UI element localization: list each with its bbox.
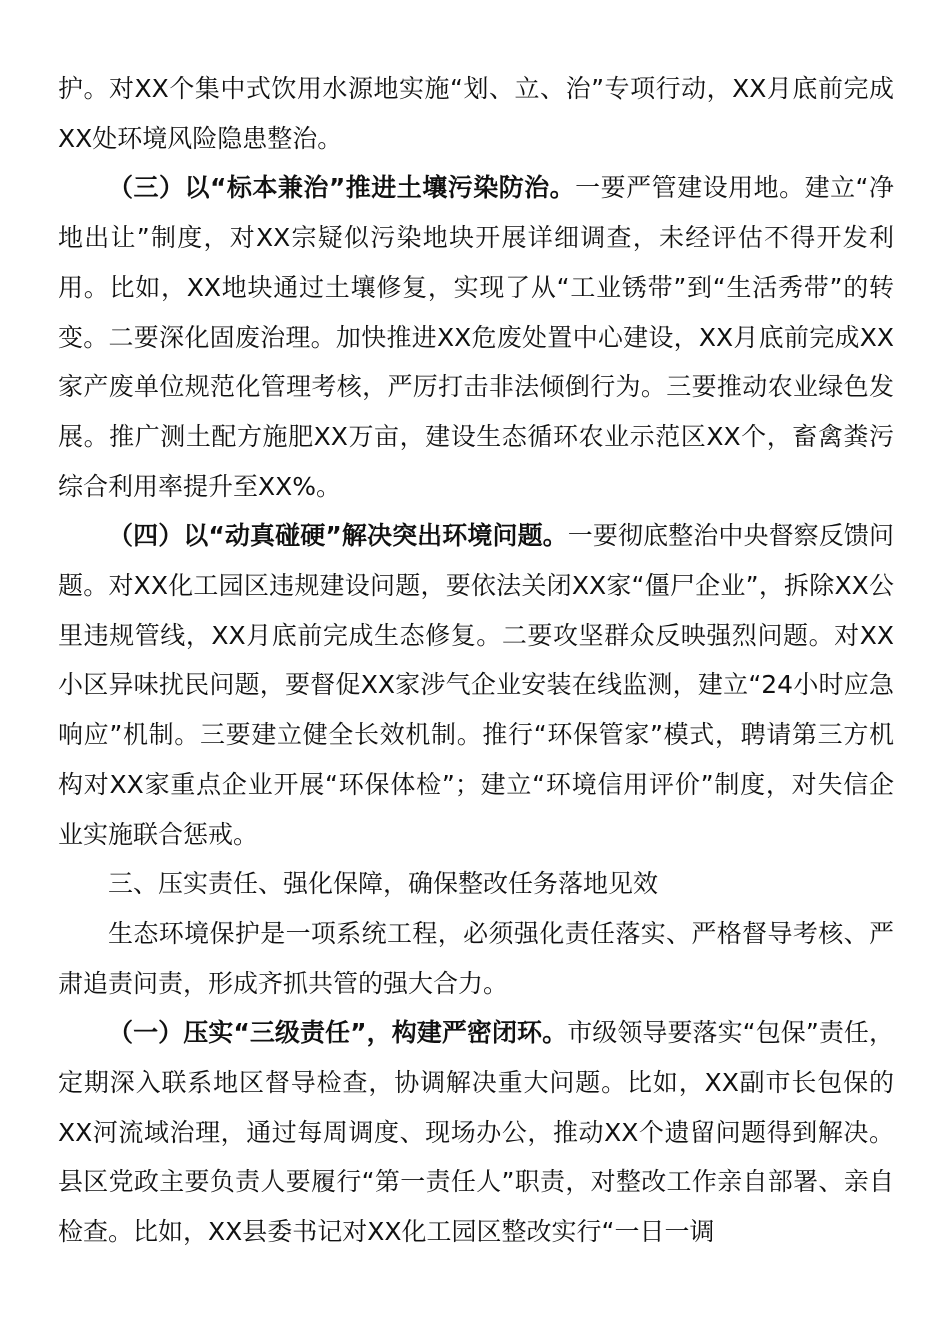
section-heading (58, 859, 894, 909)
paragraph-section-intro (58, 909, 894, 1008)
paragraph-text: 一要严管建设用地。建立“净地出让”制度，对XX宗疑似污染地块开展详细调查，未经评估不得开发利用。比如，XX地块通过土壤修复，实现了从“工业锈带”到“生活秀带”的转变。二要深化固废治理。加快推进XX危废处置中心建设，XX月底前完成XX家产废单位规范化管理考核，严厉打击非法倾倒行为。三要推动农业绿色发展。推广测土配方施肥XX万亩，建设生态循环农业示范区XX个，畜禽粪污综合利用率提升至XX%。 (58, 173, 894, 501)
section-heading-text: 三、压实责任、强化保障，确保整改任务落地见效 (108, 869, 659, 899)
paragraph-lead-heading: （三）以“标本兼治”推进土壤污染防治。 (108, 173, 576, 203)
paragraph-three-level-responsibility (58, 1008, 894, 1257)
paragraph-continuation (58, 64, 894, 163)
paragraph-lead-heading: （一）压实“三级责任”，构建严密闭环。 (108, 1018, 568, 1048)
paragraph-text: 生态环境保护是一项系统工程，必须强化责任落实、严格督导考核、严肃追责问责，形成齐抓共管的强大合力。 (58, 918, 894, 998)
paragraph-soil-pollution (58, 163, 894, 511)
paragraph-lead-heading: （四）以“动真碰硬”解决突出环境问题。 (108, 521, 568, 551)
paragraph-text: 一要彻底整治中央督察反馈问题。对XX化工园区违规建设问题，要依法关闭XX家“僵尸企业”，拆除XX公里违规管线，XX月底前完成生态修复。二要攻坚群众反映强烈问题。对XX小区异味扰民问题，要督促XX家涉气企业安装在线监测，建立“24小时应急响应”机制。三要建立健全长效机制。推行“环保管家”模式，聘请第三方机构对XX家重点企业开展“环保体检”；建立“环境信用评价”制度，对失信企业实施联合惩戒。 (58, 521, 894, 849)
document-body (58, 64, 894, 1257)
paragraph-text: 市级领导要落实“包保”责任，定期深入联系地区督导检查，协调解决重大问题。比如，XX副市长包保的XX河流域治理，通过每周调度、现场办公，推动XX个遗留问题得到解决。县区党政主要负责人要履行“第一责任人”职责，对整改工作亲自部署、亲自检查。比如，XX县委书记对XX化工园区整改实行“一日一调 (58, 1018, 894, 1247)
paragraph-text: 护。对XX个集中式饮用水源地实施“划、立、治”专项行动，XX月底前完成XX处环境风险隐患整治。 (58, 74, 894, 153)
paragraph-environment-problems (58, 511, 894, 859)
